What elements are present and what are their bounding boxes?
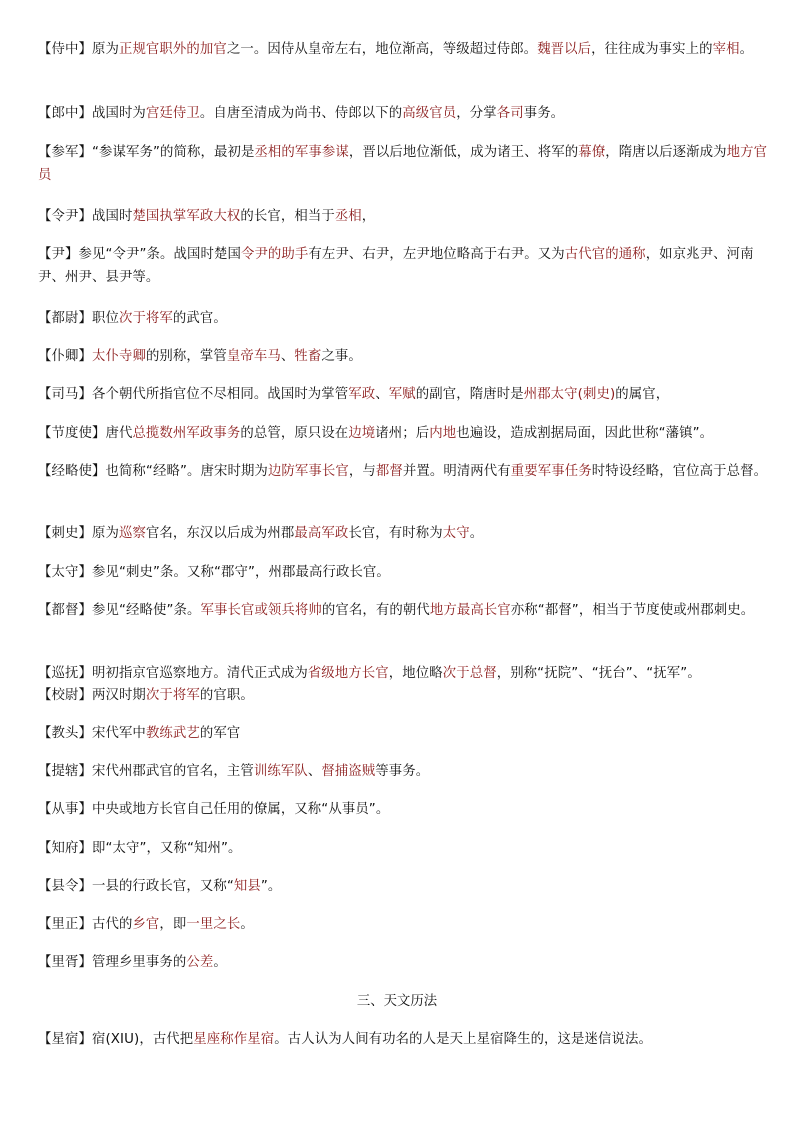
entry-text: ，分掌 bbox=[456, 106, 497, 121]
highlighted-term: 最高军政 bbox=[294, 526, 349, 541]
highlighted-term: 军事长官或领兵将帅 bbox=[200, 603, 322, 618]
entry-text: 【从事】中央或地方长官自己任用的僚属，又称“从事员”。 bbox=[38, 802, 390, 817]
highlighted-term: 令尹的助手 bbox=[240, 247, 309, 262]
entry-text: 【巡抚】明初指京官巡察地方。清代正式成为 bbox=[38, 666, 308, 681]
highlighted-term: 知县 bbox=[233, 879, 261, 894]
highlighted-term: 宫廷侍卫 bbox=[145, 106, 200, 121]
glossary-entry-canjun bbox=[38, 141, 768, 187]
glossary-entry-lingyin bbox=[38, 205, 768, 228]
highlighted-term: 重要军事任务 bbox=[510, 464, 592, 479]
glossary-entry-taishou bbox=[38, 561, 768, 584]
entry-text: 的官职。 bbox=[199, 688, 254, 703]
entry-text: 【知府】即“太守”，又称“知州”。 bbox=[38, 841, 242, 856]
highlighted-term: 太仆寺卿 bbox=[91, 349, 146, 364]
highlighted-term: 督捕盗贼 bbox=[321, 764, 376, 779]
entry-text: ，隋唐以后逐渐成为 bbox=[605, 145, 727, 160]
glossary-entry-xingxiu bbox=[38, 1028, 768, 1051]
highlighted-term: 公差 bbox=[186, 955, 214, 970]
highlighted-term: 丞相 bbox=[334, 209, 362, 224]
highlighted-term: 省级地方长官 bbox=[307, 666, 389, 681]
highlighted-term: 牲畜 bbox=[294, 349, 322, 364]
entry-text: 【仆卿】 bbox=[38, 349, 92, 364]
highlighted-term: 次于将军 bbox=[118, 311, 173, 326]
entry-text: 等事务。 bbox=[375, 764, 430, 779]
entry-text: 。 bbox=[240, 917, 254, 932]
entry-text: 、 bbox=[307, 764, 322, 779]
entry-text: 【提辖】宋代州郡武官的官名，主管 bbox=[38, 764, 254, 779]
highlighted-term: 各司 bbox=[496, 106, 524, 121]
entry-text: 事务。 bbox=[523, 106, 565, 121]
glossary-entry-puqing bbox=[38, 345, 768, 368]
entry-text: 亦称“都督”，相当于节度使或州郡刺史。 bbox=[510, 603, 755, 618]
entry-text: ，别称“抚院”、“抚台”、“抚军”。 bbox=[496, 666, 701, 681]
glossary-entry-congshi bbox=[38, 798, 768, 821]
highlighted-term: 次于总督 bbox=[442, 666, 497, 681]
entry-text: 之一。因侍从皇帝左右，地位渐高，等级超过侍郎。 bbox=[226, 42, 538, 57]
entry-text: 也遍设，造成割据局面，因此世称“藩镇”。 bbox=[456, 426, 714, 441]
entry-text: 。 bbox=[213, 955, 227, 970]
entry-text: 【郎中】战国时为 bbox=[38, 106, 146, 121]
glossary-entry-yin bbox=[38, 243, 768, 289]
highlighted-term: 都督 bbox=[375, 464, 403, 479]
entry-text: ，晋以后地位渐低，成为诸王、将军的 bbox=[348, 145, 579, 160]
glossary-entry-xianling bbox=[38, 875, 768, 898]
highlighted-term: 训练军队 bbox=[253, 764, 308, 779]
entry-text: 的军官 bbox=[199, 726, 241, 741]
highlighted-term: 皇帝车马 bbox=[226, 349, 281, 364]
glossary-entry-xunfu bbox=[38, 662, 768, 685]
entry-text: ，即 bbox=[159, 917, 187, 932]
entry-text: 【校尉】两汉时期 bbox=[38, 688, 146, 703]
entry-text: 的别称，掌管 bbox=[145, 349, 227, 364]
highlighted-term: 次于将军 bbox=[145, 688, 200, 703]
highlighted-term: 地方官员 bbox=[38, 145, 768, 183]
entry-text: 【县令】一县的行政长官，又称“ bbox=[38, 879, 234, 894]
entry-text: 【里胥】管理乡里事务的 bbox=[38, 955, 187, 970]
entry-text: 【司马】各个朝代所指官位不尽相同。战国时为掌管 bbox=[38, 387, 349, 402]
highlighted-term: 宰相 bbox=[712, 42, 740, 57]
glossary-entry-duwei bbox=[38, 307, 768, 330]
entry-text: 【节度使】唐代 bbox=[38, 426, 133, 441]
entry-text: 。古人认为人间有功名的人是天上星宿降生的，这是迷信说法。 bbox=[274, 1032, 652, 1047]
highlighted-term: 楚国执掌军政大权 bbox=[132, 209, 241, 224]
highlighted-term: 州郡太守(刺史) bbox=[523, 387, 616, 402]
entry-text: 之事。 bbox=[321, 349, 362, 364]
entry-text: 【里正】古代的 bbox=[38, 917, 133, 932]
entry-text: ，往往成为事实上的 bbox=[591, 42, 713, 57]
entry-text: 的总管，原只设在 bbox=[240, 426, 349, 441]
glossary-entry-lixu bbox=[38, 951, 768, 974]
entry-text: 【都督】参见“经略使”条。 bbox=[38, 603, 201, 618]
entry-text: ，地位略 bbox=[388, 666, 443, 681]
glossary-entry-xiaowei bbox=[38, 684, 768, 707]
glossary-entry-shizhong bbox=[38, 38, 768, 61]
highlighted-term: 正规官职外的加官 bbox=[118, 42, 227, 57]
highlighted-term: 高级官员 bbox=[402, 106, 457, 121]
entry-text: ，与 bbox=[348, 464, 376, 479]
entry-text: 【教头】宋代军中 bbox=[38, 726, 146, 741]
entry-text: 的副官，隋唐时是 bbox=[415, 387, 524, 402]
highlighted-term: 地方最高长官 bbox=[429, 603, 511, 618]
entry-text: 【令尹】战国时 bbox=[38, 209, 133, 224]
highlighted-term: 边防军事长官 bbox=[267, 464, 349, 479]
entry-text: 【经略使】也简称“经略”。唐宋时期为 bbox=[38, 464, 268, 479]
entry-text: 【尹】参见“令尹”条。战国时楚国 bbox=[38, 247, 241, 262]
entry-text: 时特设经略，官位高于总督。 bbox=[591, 464, 768, 479]
highlighted-term: 乡官 bbox=[132, 917, 160, 932]
section-heading: 三、天文历法 bbox=[356, 994, 438, 1009]
entry-text: ，如京兆尹、河南尹、州尹、县尹等。 bbox=[38, 247, 754, 285]
glossary-entry-langzhong bbox=[38, 102, 768, 125]
highlighted-term: 巡察 bbox=[118, 526, 146, 541]
entry-text: 的长官，相当于 bbox=[240, 209, 335, 224]
entry-text: 、 bbox=[375, 387, 389, 402]
entry-text: 【参军】“参谋军务”的简称，最初是 bbox=[38, 145, 255, 160]
entry-text: 。 bbox=[739, 42, 754, 57]
entry-text: 官名，东汉以后成为州郡 bbox=[145, 526, 295, 541]
highlighted-term: 一里之长 bbox=[186, 917, 241, 932]
glossary-entry-jiedushi bbox=[38, 422, 768, 445]
glossary-entry-dudu bbox=[38, 599, 768, 622]
entry-text: 、 bbox=[280, 349, 295, 364]
entry-text: 【侍中】原为 bbox=[38, 42, 119, 57]
entry-text: 【都尉】职位 bbox=[38, 311, 119, 326]
highlighted-term: 古代官的通称 bbox=[564, 247, 646, 262]
highlighted-term: 星座称作星宿 bbox=[193, 1032, 275, 1047]
entry-text: 并置。明清两代有 bbox=[402, 464, 511, 479]
highlighted-term: 教练武艺 bbox=[145, 726, 200, 741]
highlighted-term: 总揽数州军政事务 bbox=[132, 426, 241, 441]
glossary-entry-jinglueshi bbox=[38, 460, 768, 483]
entry-text: 的武官。 bbox=[172, 311, 227, 326]
glossary-entry-cishi bbox=[38, 522, 768, 545]
entry-text: 诸州；后 bbox=[375, 426, 430, 441]
highlighted-term: 边境 bbox=[348, 426, 376, 441]
glossary-entry-tixia bbox=[38, 760, 768, 783]
entry-text: 长官，有时称为 bbox=[348, 526, 443, 541]
highlighted-term: 太守 bbox=[442, 526, 470, 541]
highlighted-term: 军政 bbox=[348, 387, 376, 402]
entry-text: 。自唐至清成为尚书、侍郎以下的 bbox=[199, 106, 403, 121]
entry-text: 。 bbox=[469, 526, 484, 541]
glossary-entry-sima bbox=[38, 383, 768, 406]
highlighted-term: 幕僚 bbox=[578, 145, 606, 160]
highlighted-term: 军赋 bbox=[388, 387, 416, 402]
entry-text: 的官名，有的朝代 bbox=[321, 603, 430, 618]
entry-text: 【星宿】宿(XIU)，古代把 bbox=[38, 1032, 194, 1047]
highlighted-term: 丞相的军事参谋 bbox=[254, 145, 349, 160]
entry-text: ”。 bbox=[260, 879, 282, 894]
entry-text: ， bbox=[361, 209, 376, 224]
highlighted-term: 魏晋以后 bbox=[537, 42, 592, 57]
glossary-entry-zhifu bbox=[38, 837, 768, 860]
entry-text: 的属官， bbox=[615, 387, 670, 402]
entry-text: 【太守】参见“刺史”条。又称“郡守”，州郡最高行政长官。 bbox=[38, 565, 390, 580]
entry-text: 【刺史】原为 bbox=[38, 526, 119, 541]
glossary-entry-jiaotou bbox=[38, 722, 768, 745]
entry-text: 有左尹、右尹，左尹地位略高于右尹。又为 bbox=[308, 247, 565, 262]
glossary-entry-lizheng bbox=[38, 913, 768, 936]
highlighted-term: 内地 bbox=[429, 426, 457, 441]
